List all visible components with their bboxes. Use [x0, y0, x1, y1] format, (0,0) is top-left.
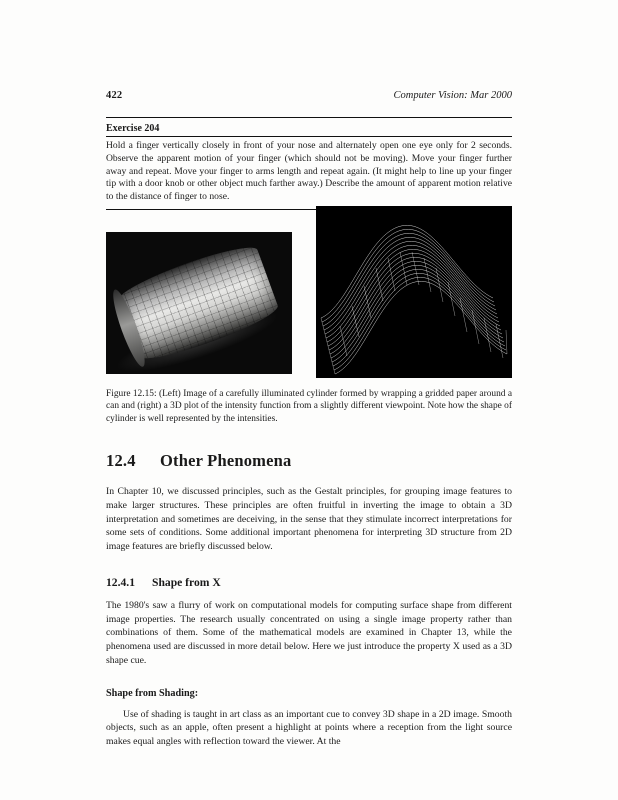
subsection-title: Shape from X	[152, 575, 221, 589]
section-title: Other Phenomena	[160, 450, 292, 470]
section-paragraph: In Chapter 10, we discussed principles, such as the Gestalt principles, for grouping image features to make larger structures. These principles are often fruitful in inverting the image to obtain a 3D interpretation and sometimes are deceiving, in the sense that they stimulate incorrect interpretations for some sets of conditions. Some additional important phenomena for interpreting 3D structure from 2D image features are briefly discussed below.	[106, 485, 512, 553]
wireframe-mesh-icon	[316, 206, 512, 378]
figure-12-15	[106, 232, 512, 378]
shading-heading: Shape from Shading:	[106, 687, 199, 699]
page-content	[106, 90, 512, 760]
subsection-heading	[106, 576, 512, 589]
shading-paragraph: Use of shading is taught in art class as an important cue to convey 3D shape in a 2D image. Smooth objects, such as an apple, often present a highlight at points where a reception from the light source makes equal angles with reflection toward the viewer. At the	[106, 708, 512, 748]
figure-caption: Figure 12.15: (Left) Image of a carefully illuminated cylinder formed by wrapping a gridded paper around a can and (right) a 3D plot of the intensity function from a slightly different viewpoint. Note how the shape of cylinder is well represented by the intensities.	[106, 388, 512, 424]
exercise-box	[106, 117, 512, 210]
exercise-label: Exercise 204	[106, 123, 512, 137]
figure-right-mesh-plot	[316, 206, 512, 378]
subsection-number: 12.4.1	[106, 575, 135, 589]
section-heading	[106, 451, 512, 471]
subsection-paragraph: The 1980's saw a flurry of work on computational models for computing surface shape from different image properties. The research usually concentrated on using a single image property rather than combinations of them. Some of the mathematical models are examined in Chapter 13, while the phenomena used are discussed in more detail below. Here we just introduce the property X used as a 3D shape cue.	[106, 599, 512, 666]
figure-left-cylinder-photo	[106, 232, 292, 374]
section-number: 12.4	[106, 450, 136, 470]
exercise-text: Hold a finger vertically closely in front of your nose and alternately open one eye only for 2 seconds. Observe the apparent motion of your finger (which should not be moving). Move your finger further away and repeat. Move your finger to arms length and repeat again. (It might help to line up your finger tip with a door knob or other object much farther away.) Describe the amount of apparent motion relative to the distance of finger to nose.	[106, 140, 512, 202]
page-number: 422	[106, 90, 123, 101]
running-head-title: Computer Vision: Mar 2000	[393, 90, 512, 101]
running-head	[106, 90, 512, 101]
